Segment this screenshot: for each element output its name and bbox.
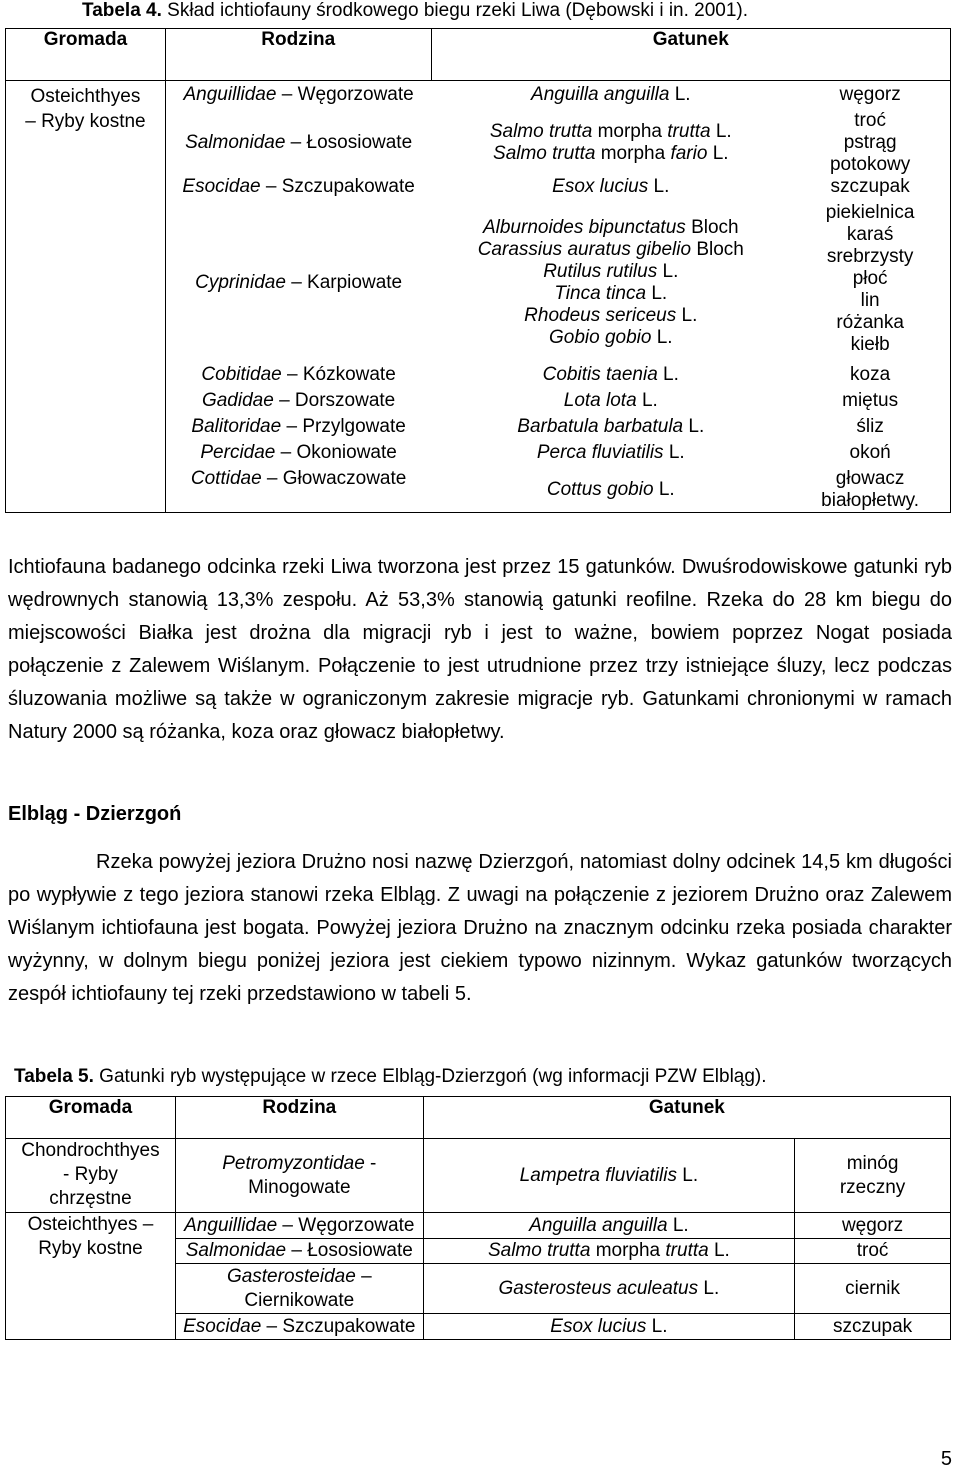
species-cell (423, 1139, 794, 1213)
table5-header-gromada: Gromada (6, 1097, 176, 1139)
species-latin: Esox lucius (550, 1315, 647, 1337)
species-author: L. (651, 1315, 668, 1337)
common-name: szczupak (830, 176, 910, 197)
species-latin: Lampetra fluviatilis (519, 1164, 677, 1186)
species-cell (431, 84, 790, 110)
table4-row (166, 176, 950, 202)
family-latin: Anguillidae (184, 1214, 278, 1236)
common-name: piekielnica (825, 202, 915, 223)
species-author: L. (653, 176, 670, 197)
family-polish: Szczupakowate (282, 1315, 416, 1337)
section-heading: Elbląg - Dzierzgoń (8, 803, 182, 825)
species-name (431, 327, 790, 349)
species-latin: Salmo trutta (493, 143, 596, 164)
species-author: L. (651, 283, 668, 304)
table4-row (166, 364, 950, 390)
family-polish: Okoniowate (296, 442, 397, 463)
common-name-cell (790, 202, 950, 364)
table5-rows (6, 1139, 951, 1340)
table4-rows (166, 84, 950, 512)
species-name (431, 364, 790, 386)
species-morpha: morpha (597, 121, 662, 142)
species-author: L. (703, 1277, 720, 1299)
species-author: L. (715, 121, 732, 142)
species-latin: Carassius auratus gibelio (477, 239, 692, 260)
common-name-cell: węgorz (795, 1213, 951, 1239)
common-name-cell: szczupak (795, 1314, 951, 1340)
common-name-cell (790, 442, 950, 468)
common-name: koza (850, 364, 891, 385)
table5-caption-text: Gatunki ryb występujące w rzece Elbląg-Dzierzgoń (wg informacji PZW Elbląg). (93, 1066, 767, 1087)
species-latin-2: trutta (667, 121, 711, 142)
species-cell (423, 1239, 794, 1264)
species-author: L. (712, 143, 729, 164)
common-name: węgorz (839, 84, 901, 105)
species-morpha: morpha (595, 1240, 661, 1261)
species-latin: Esox lucius (552, 176, 649, 197)
family-cell: Gadidae – Dorszowate (201, 390, 396, 411)
common-name: śliz (856, 416, 884, 437)
common-name-cell: troć (795, 1239, 951, 1264)
table5-header-gatunek: Gatunek (423, 1097, 950, 1139)
family-latin: Salmonidae (185, 1240, 287, 1261)
species-author: L. (674, 84, 691, 105)
family-cell: Anguillidae – Węgorzowate (175, 1213, 423, 1239)
family-cell: Salmonidae – Łososiowate (185, 132, 413, 153)
family-cell: Esocidae – Szczupakowate (182, 176, 415, 197)
species-name (431, 390, 790, 412)
species-latin: Gasterosteus aculeatus (498, 1277, 699, 1299)
table4-caption (82, 0, 748, 22)
species-author: Bloch (691, 217, 739, 238)
species-cell (431, 176, 790, 202)
gromada-cell: Chondrochthyes - Ryby chrzęstne (6, 1139, 176, 1213)
family-cell: Cyprinidae – Karpiowate (195, 272, 403, 293)
page-number: 5 (940, 1448, 952, 1470)
table4-row (166, 110, 950, 176)
common-name-cell (790, 176, 950, 202)
species-cell (423, 1213, 794, 1239)
species-latin: Cottus gobio (546, 479, 654, 500)
family-polish: Ciernikowate (244, 1289, 355, 1311)
table5-row (6, 1139, 951, 1213)
family-latin: Cobitidae (201, 364, 282, 385)
species-author: L. (688, 416, 705, 437)
family-cell: Cottidae – Głowaczowate (190, 468, 407, 489)
family-polish: Karpiowate (307, 272, 403, 293)
common-name: okoń (849, 442, 891, 463)
family-polish: Kózkowate (302, 364, 396, 385)
family-latin: Cyprinidae (195, 272, 286, 293)
species-latin: Rhodeus sericeus (524, 305, 677, 326)
common-name-cell (790, 84, 950, 110)
species-name (431, 479, 790, 501)
family-latin: Salmonidae (185, 132, 286, 153)
table5 (5, 1096, 951, 1340)
common-name: srebrzysty (826, 246, 914, 267)
family-latin: Balitoridae (191, 416, 282, 437)
family-latin: Gadidae (201, 390, 274, 411)
family-polish: Szczupakowate (281, 176, 415, 197)
common-name: różanka (836, 312, 904, 333)
species-cell (431, 442, 790, 468)
species-cell (423, 1314, 794, 1340)
species-latin: Anguilla anguilla (531, 84, 670, 105)
family-latin: Gasterosteidae (226, 1265, 356, 1287)
family-polish: Przylgowate (302, 416, 406, 437)
table4-caption-label: Tabela 4. (82, 0, 162, 21)
species-author: Bloch (696, 239, 744, 260)
common-name-cell (790, 416, 950, 442)
species-latin: Cobitis taenia (542, 364, 658, 385)
family-cell (175, 1139, 423, 1213)
family-cell: Cobitidae – Kózkowate (201, 364, 396, 385)
species-latin: Alburnoides bipunctatus (482, 217, 686, 238)
species-name (431, 261, 790, 283)
species-author: L. (663, 364, 679, 385)
family-cell: Salmonidae – Łososiowate (175, 1239, 423, 1264)
common-name: karaś (846, 224, 894, 245)
table4-row (166, 202, 950, 364)
common-name: lin (860, 290, 880, 311)
common-name: kiełb (850, 334, 890, 355)
common-name-cell (790, 110, 950, 176)
table4-row (166, 416, 950, 442)
species-latin-2: fario (670, 143, 708, 164)
paragraph-elblag (8, 846, 952, 1011)
family-latin: Esocidae (183, 1315, 262, 1337)
table4-row (166, 442, 950, 468)
common-name: płoć (852, 268, 888, 289)
family-polish: Węgorzowate (297, 84, 414, 105)
species-author: L. (641, 390, 658, 411)
species-latin: Salmo trutta (487, 1240, 591, 1261)
species-cell (431, 468, 790, 512)
species-cell (431, 390, 790, 416)
species-author: L. (672, 1214, 689, 1236)
family-cell (175, 1264, 423, 1314)
family-separator: - (364, 1152, 377, 1174)
common-name-cell (790, 390, 950, 416)
common-name: białopłetwy. (821, 490, 920, 511)
table4-header-rodzina: Rodzina (165, 29, 431, 81)
table5-caption (14, 1066, 767, 1088)
species-cell (431, 364, 790, 390)
common-name-cell: ciernik (795, 1264, 951, 1314)
table4-body-cell (165, 81, 950, 513)
species-latin-2: trutta (665, 1240, 709, 1261)
paragraph-liwa-text: Ichtiofauna badanego odcinka rzeki Liwa tworzona jest przez 15 gatunków. Dwuśrodowiskowe gatunki ryb wędrownych stanowią 13,3% zespołu. Aż 53,3% stanowią gatunki reofilne. Rzeka do 28 km biegu do miejscowości Białka jest drożna dla migracji ryb i jest to ważne, bowiem poprzez Nogat posiada połączenie z Zalewem Wiślanym. Połączenie to jest utrudnione przez trzy istniejące śluzy, lecz podczas śluzowania możliwe są także w ograniczonym zakresie migracje ryb. Gatunkami chronionymi w ramach Natury 2000 są różanka, koza oraz głowacz białopłetwy. (8, 556, 952, 743)
family-polish: Łososiowate (307, 1240, 413, 1261)
common-name: potokowy (829, 154, 911, 175)
species-author: L. (681, 305, 698, 326)
species-cell (431, 416, 790, 442)
species-name (431, 217, 790, 239)
common-name: pstrąg (843, 132, 897, 153)
species-author: L. (662, 261, 679, 282)
species-latin: Barbatula barbatula (517, 416, 684, 437)
family-latin: Petromyzontidae (222, 1152, 365, 1174)
species-latin: Tinca tinca (554, 283, 647, 304)
table4-header-gatunek: Gatunek (431, 29, 950, 81)
table4-header-gromada: Gromada (6, 29, 166, 81)
species-name (431, 121, 790, 143)
species-name (431, 239, 790, 261)
table4-row (166, 84, 950, 110)
family-polish: Głowaczowate (282, 468, 407, 489)
family-polish: Węgorzowate (298, 1214, 415, 1236)
family-cell: Esocidae – Szczupakowate (175, 1314, 423, 1340)
species-name (431, 442, 790, 464)
family-separator: – (355, 1265, 372, 1287)
family-latin: Anguillidae (183, 84, 277, 105)
paragraph-elblag-text: Rzeka powyżej jeziora Drużno nosi nazwę Dzierzgoń, natomiast dolny odcinek 14,5 km długości po wypływie z tego jeziora stanowi rzeka Elbląg. Z uwagi na połączenie z jeziorem Drużno oraz Zalewem Wiślanym ichtiofauna jest bogata. Powyżej jeziora Drużno na znacznym odcinku rzeka posiada charakter wyżynny, w dolnym biegu poniżej jeziora jest ciekiem typowo nizinnym. Wykaz gatunków tworzących zespół ichtiofauny tej rzeki przedstawiono w tabeli 5. (8, 851, 952, 1005)
table5-header-rodzina: Rodzina (175, 1097, 423, 1139)
common-name: miętus (842, 390, 899, 411)
family-polish: Minogowate (248, 1176, 351, 1198)
table4 (5, 28, 951, 513)
species-author: L. (656, 327, 673, 348)
family-polish: Dorszowate (294, 390, 396, 411)
common-name: troć (854, 110, 886, 131)
species-cell (423, 1264, 794, 1314)
species-name (431, 84, 790, 106)
species-latin: Rutilus rutilus (543, 261, 658, 282)
table5-row (6, 1213, 951, 1239)
table4-row (166, 468, 950, 512)
family-latin: Cottidae (190, 468, 262, 489)
species-name (431, 283, 790, 305)
species-name (431, 176, 790, 198)
family-latin: Percidae (200, 442, 276, 463)
table5-caption-label: Tabela 5. (14, 1066, 94, 1087)
species-cell (431, 202, 790, 364)
common-name-cell (790, 364, 950, 390)
table4-caption-text: Skład ichtiofauny środkowego biegu rzeki Liwa (Dębowski i in. 2001). (161, 0, 749, 21)
species-cell (431, 110, 790, 176)
family-cell: Percidae – Okoniowate (200, 442, 397, 463)
species-author: L. (668, 442, 685, 463)
species-morpha: morpha (600, 143, 666, 164)
species-name (431, 305, 790, 327)
family-cell: Balitoridae – Przylgowate (191, 416, 406, 437)
common-name: głowacz (835, 468, 905, 489)
species-latin: Perca fluviatilis (536, 442, 664, 463)
table4-gromada-cell: Osteichthyes – Ryby kostne (6, 81, 166, 513)
species-author: L. (658, 479, 675, 500)
paragraph-liwa (8, 551, 952, 749)
species-name (431, 143, 790, 165)
gromada-cell: Osteichthyes – Ryby kostne (6, 1213, 176, 1340)
species-name (431, 416, 790, 438)
species-latin: Anguilla anguilla (529, 1214, 668, 1236)
family-cell: Anguillidae – Węgorzowate (183, 84, 414, 105)
species-author: L. (682, 1164, 699, 1186)
species-latin: Salmo trutta (489, 121, 593, 142)
table4-row (166, 390, 950, 416)
common-name-cell: minóg rzeczny (795, 1139, 951, 1213)
species-latin: Lota lota (563, 390, 637, 411)
family-polish: Łososiowate (306, 132, 413, 153)
common-name-cell (790, 468, 950, 512)
family-latin: Esocidae (182, 176, 261, 197)
species-author: L. (713, 1240, 730, 1261)
species-latin: Gobio gobio (548, 327, 652, 348)
